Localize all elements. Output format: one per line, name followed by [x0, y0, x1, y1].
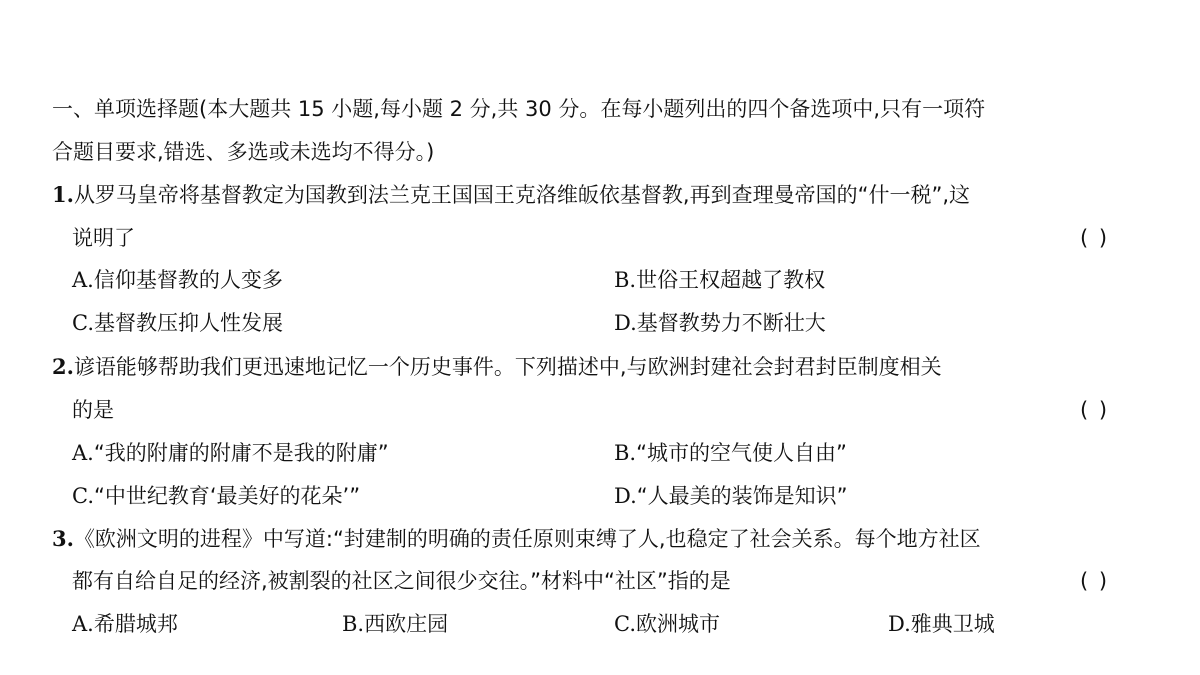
question-1-number: 1.	[52, 182, 74, 207]
question-1-option-a[interactable]	[72, 265, 283, 295]
question-3-number: 3.	[52, 526, 74, 551]
option-text: 雅典卫城	[910, 612, 995, 636]
question-1-stem-line-1: 从罗马皇帝将基督教定为国教到法兰克王国国王克洛维皈依基督教,再到查理曼帝国的“什一税”,这	[73, 183, 971, 207]
question-2-number: 2.	[52, 354, 74, 379]
section-header-line-1: 一、单项选择题(本大题共 15 小题,每小题 2 分,共 30 分。在每小题列出的四个备选项中,只有一项符	[52, 97, 986, 121]
question-2-stem-line-1: 谚语能够帮助我们更迅速地记忆一个历史事件。下列描述中,与欧洲封建社会封君封臣制度相关	[73, 355, 942, 379]
question-1-option-b[interactable]	[614, 265, 825, 295]
option-letter: D.	[888, 612, 911, 636]
question-1-option-c[interactable]	[72, 308, 283, 338]
option-text: “我的附庸的附庸不是我的附庸”	[93, 441, 389, 465]
option-letter: C.	[614, 612, 636, 636]
question-2-option-a[interactable]	[72, 438, 389, 468]
question-2-option-d[interactable]	[614, 481, 848, 511]
section-header-line-2: 合题目要求,错选、多选或未选均不得分。)	[52, 140, 435, 164]
question-3-option-a[interactable]	[72, 609, 178, 639]
question-1-stem	[52, 180, 970, 210]
option-letter: D.	[614, 484, 637, 508]
option-text: “中世纪教育‘最美好的花朵’”	[94, 484, 361, 508]
option-text: 基督教压抑人性发展	[94, 311, 283, 335]
question-2-stem-line-2: 的是	[72, 398, 114, 422]
question-2-option-b[interactable]	[614, 438, 847, 468]
option-text: 西欧庄园	[364, 612, 449, 636]
question-1-option-d[interactable]	[614, 308, 826, 338]
question-3-stem	[52, 524, 981, 554]
option-letter: A.	[72, 441, 94, 465]
option-letter: B.	[614, 441, 637, 465]
question-1-answer-blank[interactable]: ( )	[1080, 226, 1110, 250]
question-3-option-b[interactable]	[342, 609, 448, 639]
question-2-stem	[52, 352, 942, 382]
option-text: 基督教势力不断壮大	[636, 311, 826, 335]
option-text: 欧洲城市	[636, 612, 720, 636]
option-letter: B.	[614, 268, 637, 292]
option-text: “城市的空气使人自由”	[636, 441, 847, 465]
question-2-answer-blank[interactable]: ( )	[1080, 398, 1110, 422]
option-letter: C.	[72, 311, 94, 335]
option-letter: B.	[342, 612, 365, 636]
question-3-answer-blank[interactable]: ( )	[1080, 569, 1110, 593]
option-text: “人最美的装饰是知识”	[636, 484, 848, 508]
question-1-stem-line-2: 说明了	[72, 226, 135, 250]
option-letter: C.	[72, 484, 94, 508]
question-3-option-c[interactable]	[614, 609, 720, 639]
question-2-option-c[interactable]	[72, 481, 360, 511]
option-letter: A.	[72, 268, 94, 292]
question-3-stem-line-2: 都有自给自足的经济,被割裂的社区之间很少交往。”材料中“社区”指的是	[72, 569, 731, 593]
option-letter: D.	[614, 311, 637, 335]
option-text: 信仰基督教的人变多	[93, 268, 283, 292]
option-text: 希腊城邦	[93, 612, 178, 636]
question-3-stem-line-1: 《欧洲文明的进程》中写道:“封建制的明确的责任原则束缚了人,也稳定了社会关系。每个地方社区	[73, 527, 981, 551]
option-letter: A.	[72, 612, 94, 636]
question-3-option-d[interactable]	[888, 609, 995, 639]
option-text: 世俗王权超越了教权	[636, 268, 826, 292]
